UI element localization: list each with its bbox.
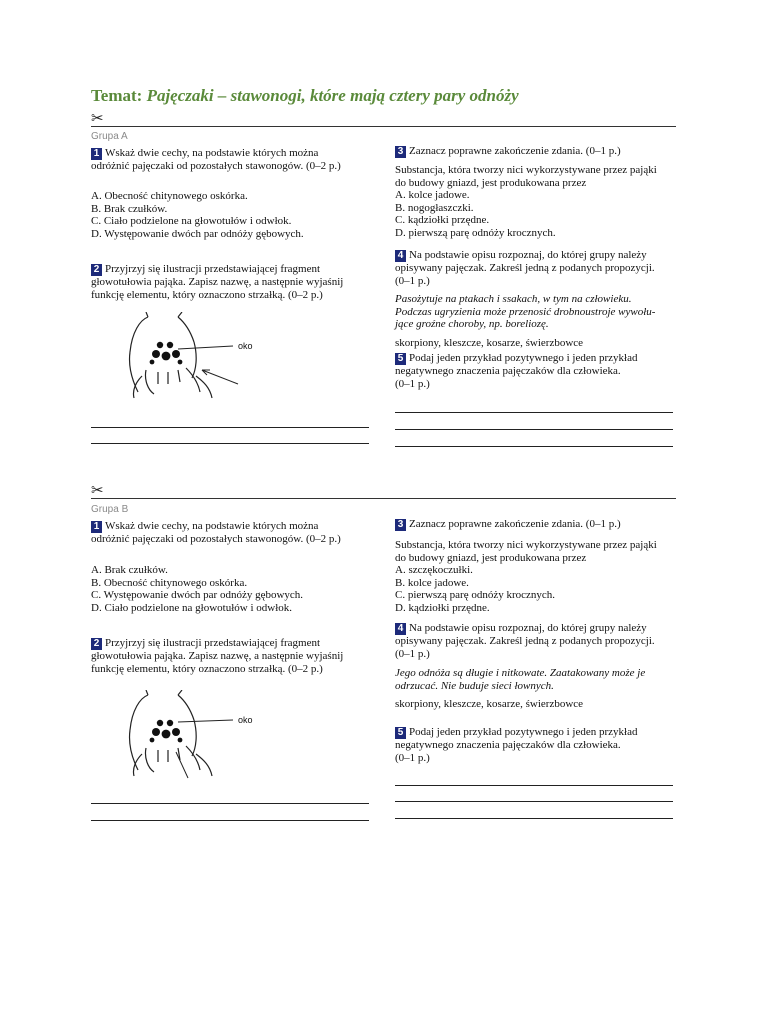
answer-line[interactable] bbox=[91, 427, 369, 428]
answer-options bbox=[91, 190, 376, 240]
choices[interactable]: skorpiony, kleszcze, kosarze, świerzbowce bbox=[395, 698, 584, 710]
question-2 bbox=[91, 263, 376, 301]
question-text: opisywany pajęczak. Zakreśl jedną z podanych propozycji. bbox=[395, 635, 655, 647]
option-a[interactable]: A. szczękoczułki. bbox=[395, 564, 473, 576]
question-number-badge: 1 bbox=[91, 521, 102, 533]
option-b[interactable]: B. nogogłaszczki. bbox=[395, 201, 474, 214]
description-line: odrzucać. Nie buduje sieci łownych. bbox=[395, 679, 554, 692]
question-lead: do budowy gniazd, jest produkowana przez bbox=[395, 551, 587, 564]
question-4 bbox=[395, 622, 680, 660]
question-text: opisywany pajęczak. Zakreśl jedną z podanych propozycji. bbox=[395, 262, 655, 274]
option-c[interactable]: C. Ciało podzielone na głowotułów i odwłok. bbox=[91, 215, 292, 227]
question-text: głowotułowia pająka. Zapisz nazwę, a następnie wyjaśnij bbox=[91, 650, 344, 662]
question-number-badge: 1 bbox=[91, 148, 102, 160]
answer-line[interactable] bbox=[395, 412, 673, 413]
answer-line[interactable] bbox=[395, 818, 673, 819]
question-number-badge: 4 bbox=[395, 250, 406, 262]
question-text: (0–1 p.) bbox=[395, 647, 430, 660]
question-text: Przyjrzyj się ilustracji przedstawiającej fragment bbox=[105, 263, 321, 275]
answer-line[interactable] bbox=[91, 803, 369, 804]
question-4 bbox=[395, 249, 680, 287]
question-text: Zaznacz poprawne zakończenie zdania. (0–1 p.) bbox=[409, 518, 621, 530]
option-b[interactable]: B. kolce jadowe. bbox=[395, 576, 469, 589]
answer-line[interactable] bbox=[395, 446, 673, 447]
answer-line[interactable] bbox=[395, 785, 673, 786]
oko-label: oko bbox=[238, 715, 253, 725]
question-number-badge: 4 bbox=[395, 623, 406, 635]
question-text: Podaj jeden przykład pozytywnego i jeden przykład bbox=[409, 352, 638, 364]
title-prefix: Temat: bbox=[91, 86, 143, 105]
question-number-badge: 2 bbox=[91, 264, 102, 276]
question-5 bbox=[395, 352, 680, 390]
answer-line[interactable] bbox=[91, 443, 369, 444]
description-line: jące groźne choroby, np. boreliozę. bbox=[395, 318, 549, 330]
question-text: Na podstawie opisu rozpoznaj, do której grupy należy bbox=[409, 622, 647, 634]
description bbox=[395, 667, 680, 692]
question-text: negatywnego znaczenia pajęczaków dla człowieka. bbox=[395, 365, 621, 377]
question-text: Wskaż dwie cechy, na podstawie których można bbox=[105, 147, 319, 159]
answer-options bbox=[395, 164, 680, 239]
question-text: Zaznacz poprawne zakończenie zdania. (0–1 p.) bbox=[409, 145, 621, 157]
answer-line[interactable] bbox=[395, 801, 673, 802]
question-3 bbox=[395, 518, 680, 531]
question-lead: Substancja, która tworzy nici wykorzystywane przez pająki bbox=[395, 539, 657, 551]
description-line: Pasożytuje na ptakach i ssakach, w tym na człowieku. bbox=[395, 293, 632, 305]
question-text: (0–1 p.) bbox=[395, 751, 430, 764]
group-label: Grupa A bbox=[91, 131, 128, 142]
option-b[interactable]: B. Brak czułków. bbox=[91, 202, 168, 215]
option-d[interactable]: D. Występowanie dwóch par odnóży gębowych. bbox=[91, 227, 304, 240]
question-lead: Substancja, która tworzy nici wykorzystywane przez pająki bbox=[395, 164, 657, 176]
option-d[interactable]: D. pierwszą parę odnóży krocznych. bbox=[395, 226, 556, 239]
question-text: (0–1 p.) bbox=[395, 274, 430, 287]
question-lead: do budowy gniazd, jest produkowana przez bbox=[395, 176, 587, 189]
option-a[interactable]: A. kolce jadowe. bbox=[395, 189, 470, 201]
option-c[interactable]: C. kądziołki przędne. bbox=[395, 214, 490, 226]
question-number-badge: 3 bbox=[395, 146, 406, 158]
answer-options bbox=[395, 539, 680, 614]
question-number-badge: 5 bbox=[395, 353, 406, 365]
spider-head-illustration bbox=[118, 690, 268, 780]
question-5 bbox=[395, 726, 680, 764]
option-c[interactable]: C. Występowanie dwóch par odnóży gębowych. bbox=[91, 589, 304, 601]
option-a[interactable]: A. Brak czułków. bbox=[91, 564, 168, 576]
question-text: odróżnić pajęczaki od pozostałych stawonogów. (0–2 p.) bbox=[91, 533, 341, 545]
question-text: funkcję elementu, który oznaczono strzałką. (0–2 p.) bbox=[91, 662, 323, 675]
question-2 bbox=[91, 637, 376, 675]
question-text: (0–1 p.) bbox=[395, 377, 430, 390]
question-text: Przyjrzyj się ilustracji przedstawiającej fragment bbox=[105, 637, 321, 649]
question-1 bbox=[91, 147, 376, 173]
question-text: odróżnić pajęczaki od pozostałych stawonogów. (0–2 p.) bbox=[91, 160, 341, 172]
option-d[interactable]: D. kądziołki przędne. bbox=[395, 601, 490, 614]
description bbox=[395, 293, 680, 331]
spider-head-illustration bbox=[118, 312, 268, 402]
page-title bbox=[91, 86, 519, 106]
answer-options bbox=[91, 564, 376, 614]
option-d[interactable]: D. Ciało podzielone na głowotułów i odwłok. bbox=[91, 601, 293, 614]
question-number-badge: 5 bbox=[395, 727, 406, 739]
question-text: funkcję elementu, który oznaczono strzałką. (0–2 p.) bbox=[91, 288, 323, 301]
scissors-icon: ✂ bbox=[91, 481, 104, 499]
question-text: Podaj jeden przykład pozytywnego i jeden przykład bbox=[409, 726, 638, 738]
question-text: głowotułowia pająka. Zapisz nazwę, a następnie wyjaśnij bbox=[91, 276, 344, 288]
option-b[interactable]: B. Obecność chitynowego oskórka. bbox=[91, 576, 248, 589]
description-line: Jego odnóża są długie i nitkowate. Zaatakowany może je bbox=[395, 667, 646, 679]
option-c[interactable]: C. pierwszą parę odnóży krocznych. bbox=[395, 589, 556, 601]
oko-label: oko bbox=[238, 341, 253, 351]
question-number-badge: 2 bbox=[91, 638, 102, 650]
choices[interactable]: skorpiony, kleszcze, kosarze, świerzbowce bbox=[395, 337, 584, 349]
question-text: Na podstawie opisu rozpoznaj, do której grupy należy bbox=[409, 249, 647, 261]
description-line: Podczas ugryzienia może przenosić drobnoustroje wywołu- bbox=[395, 305, 656, 318]
question-text: negatywnego znaczenia pajęczaków dla człowieka. bbox=[395, 739, 621, 751]
question-3 bbox=[395, 145, 680, 158]
answer-line[interactable] bbox=[91, 820, 369, 821]
answer-line[interactable] bbox=[395, 429, 673, 430]
scissors-icon: ✂ bbox=[91, 109, 104, 127]
question-number-badge: 3 bbox=[395, 519, 406, 531]
question-text: Wskaż dwie cechy, na podstawie których można bbox=[105, 520, 319, 532]
option-a[interactable]: A. Obecność chitynowego oskórka. bbox=[91, 190, 248, 202]
question-1 bbox=[91, 520, 376, 546]
cut-line bbox=[91, 126, 676, 127]
title-topic: Pajęczaki – stawonogi, które mają cztery pary odnóży bbox=[146, 86, 519, 105]
cut-line bbox=[91, 498, 676, 499]
group-label: Grupa B bbox=[91, 504, 129, 515]
